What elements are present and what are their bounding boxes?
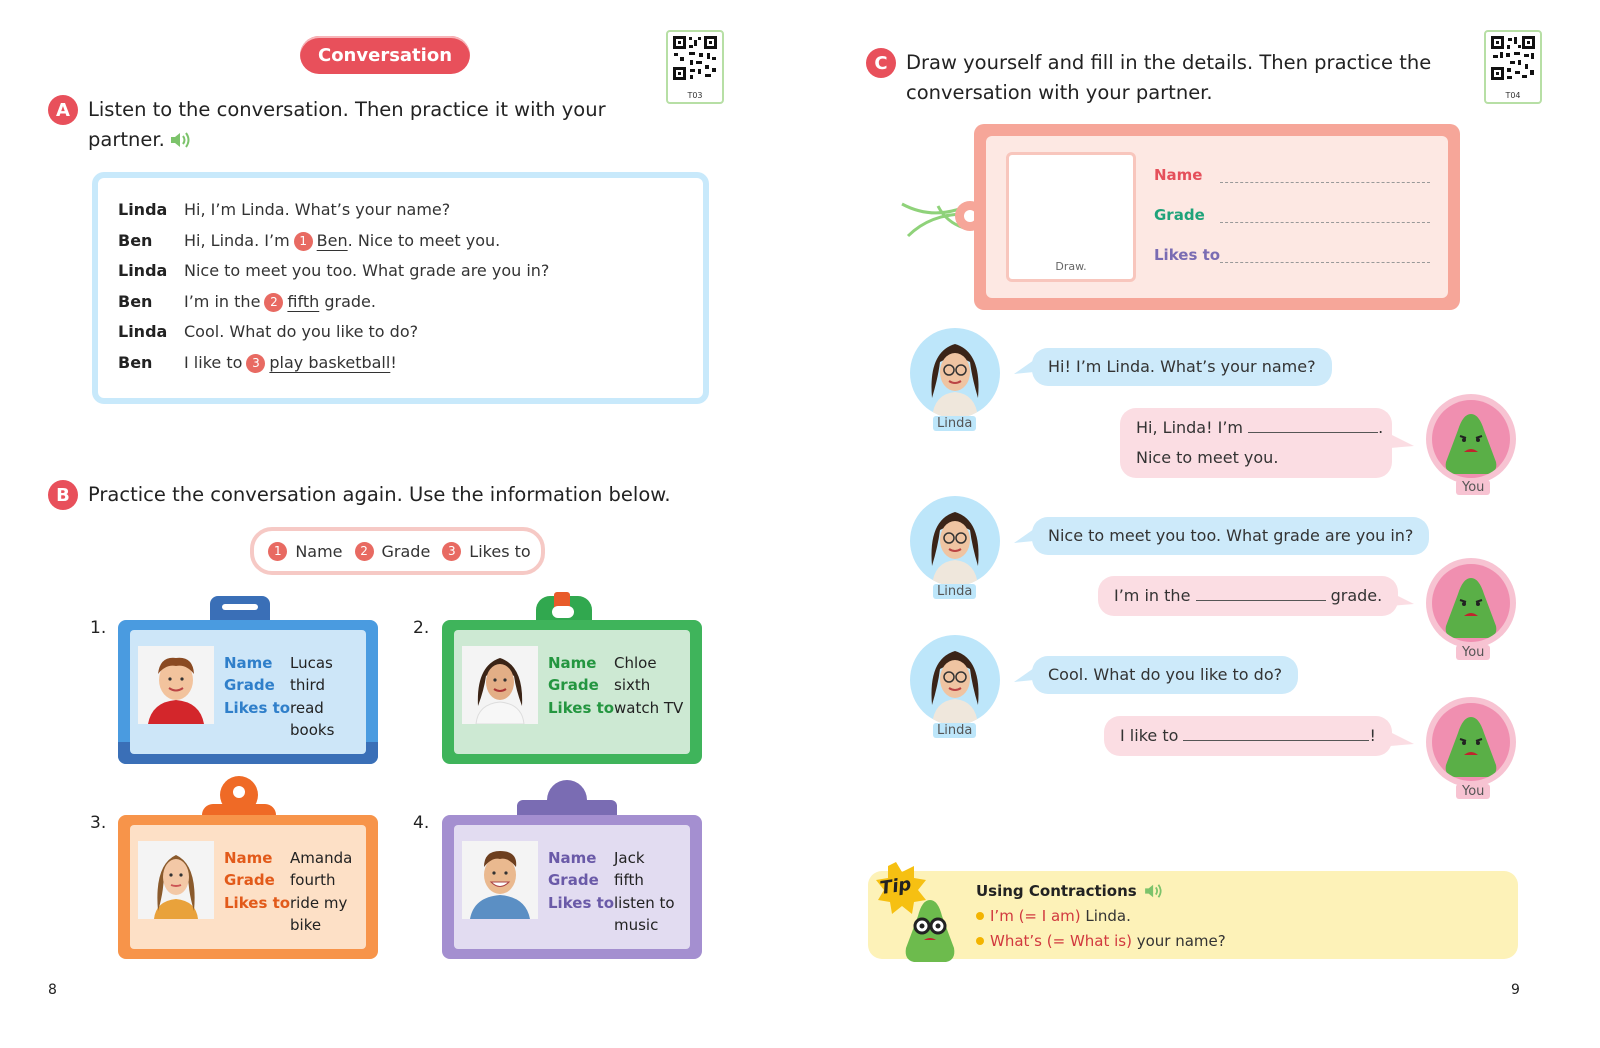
speaker-name: Ben <box>118 353 153 372</box>
bubble-tail <box>1014 360 1034 376</box>
field-value: Jack <box>614 849 645 867</box>
you-avatar <box>1426 697 1516 787</box>
section-a-heading-line1: Listen to the conversation. Then practice it with your <box>88 98 606 121</box>
linda-bubble: Hi! I’m Linda. What’s your name? <box>1032 348 1332 386</box>
legend-pill <box>250 527 545 575</box>
field-label-name: Name <box>548 654 597 672</box>
answer-blank[interactable] <box>1248 416 1378 433</box>
bullet-dot <box>976 912 984 920</box>
section-c-heading <box>906 48 1431 108</box>
form-label-likes: Likes to <box>1154 246 1221 264</box>
card-number: 2. <box>413 618 430 638</box>
number-badge: 3 <box>442 542 461 561</box>
draw-label: Draw. <box>1055 260 1087 273</box>
section-c-badge: C <box>866 48 896 78</box>
field-label-grade: Grade <box>224 871 275 889</box>
dialogue-line <box>118 290 376 314</box>
qr-code-label: T03 <box>687 91 703 100</box>
you-bubble <box>1098 576 1398 616</box>
dialogue-text: Hi, Linda. I’m <box>184 231 290 250</box>
student-photo <box>138 646 214 724</box>
linda-label: Linda <box>933 416 976 431</box>
linda-label: Linda <box>933 584 976 599</box>
bubble-tail <box>1014 668 1034 684</box>
conversation-title-pill <box>300 36 470 74</box>
dialogue-text: Nice to meet you too. What grade are you in? <box>184 261 550 280</box>
bullet-dot <box>976 937 984 945</box>
tip-line <box>976 907 1131 925</box>
self-id-card <box>974 124 1460 310</box>
field-label-grade: Grade <box>548 871 599 889</box>
linda-bubble: Cool. What do you like to do? <box>1032 656 1298 694</box>
number-badge: 1 <box>268 542 287 561</box>
field-value: fourth <box>290 871 336 889</box>
field-value: third <box>290 676 325 694</box>
dialogue-line <box>118 229 500 253</box>
bubble-text: . <box>1378 418 1384 437</box>
speaker-name: Linda <box>118 200 168 219</box>
drawing-area[interactable] <box>1006 152 1136 282</box>
tip-text: Linda. <box>1080 907 1131 925</box>
you-avatar <box>1426 558 1516 648</box>
field-label-name: Name <box>224 654 273 672</box>
number-badge: 2 <box>355 542 374 561</box>
section-b-heading: Practice the conversation again. Use the information below. <box>88 483 671 506</box>
bubble-tail <box>1390 732 1414 748</box>
speaker-name: Linda <box>118 322 168 341</box>
id-card-1 <box>118 620 378 764</box>
conversation-dialogue-box <box>92 172 709 404</box>
dialogue-line <box>118 259 549 283</box>
section-a-badge: A <box>48 95 78 125</box>
tip-mascot-icon <box>868 860 968 966</box>
field-value: books <box>290 721 335 739</box>
form-label-grade: Grade <box>1154 206 1205 224</box>
bubble-text: I like to <box>1120 726 1179 745</box>
field-value: Chloe <box>614 654 657 672</box>
qr-code-label: T04 <box>1505 91 1521 100</box>
section-a-heading-line2: partner. <box>88 128 165 151</box>
you-bubble <box>1120 408 1392 478</box>
field-label-name: Name <box>224 849 273 867</box>
speaker-name: Ben <box>118 231 153 250</box>
dialogue-text: Hi, I’m Linda. What’s your name? <box>184 200 451 219</box>
dialogue-text: I’m in the <box>184 292 261 311</box>
field-value: read <box>290 699 324 717</box>
field-value: music <box>614 916 659 934</box>
linda-label: Linda <box>933 723 976 738</box>
field-value: ride my <box>290 894 348 912</box>
speaker-icon[interactable] <box>1143 883 1165 899</box>
field-value: fifth <box>614 871 644 889</box>
tip-text: your name? <box>1131 932 1226 950</box>
field-label-name: Name <box>548 849 597 867</box>
field-value: bike <box>290 916 322 934</box>
dialogue-blank: Ben <box>316 231 348 250</box>
linda-avatar <box>910 496 1000 586</box>
id-card-3 <box>118 815 378 959</box>
you-avatar <box>1426 394 1516 484</box>
linda-bubble: Nice to meet you too. What grade are you in? <box>1032 517 1429 555</box>
field-label-likes: Likes to <box>224 894 291 912</box>
qr-code-right[interactable] <box>1484 30 1542 104</box>
dialogue-line <box>118 320 418 344</box>
bubble-text: I’m in the <box>1114 586 1191 605</box>
dialogue-text: grade. <box>319 292 376 311</box>
linda-avatar <box>910 328 1000 418</box>
legend-label: Name <box>295 541 343 561</box>
bubble-text: grade. <box>1330 586 1383 605</box>
you-bubble <box>1104 716 1392 756</box>
you-label: You <box>1456 480 1490 495</box>
section-c-heading-line1: Draw yourself and fill in the details. Then practice the <box>906 51 1432 74</box>
likes-answer-line[interactable] <box>1220 262 1430 263</box>
bubble-text: Nice to meet you. <box>1136 448 1279 467</box>
id-card-4 <box>442 815 702 959</box>
card-number: 3. <box>90 813 107 833</box>
answer-blank[interactable] <box>1183 724 1369 741</box>
answer-blank[interactable] <box>1196 584 1326 601</box>
bubble-text: ! <box>1369 726 1376 745</box>
bubble-tail <box>1390 592 1414 608</box>
tip-title <box>976 882 1165 900</box>
student-photo <box>138 841 214 919</box>
page-number-left: 8 <box>48 982 57 998</box>
id-card-2 <box>442 620 702 764</box>
card-number: 4. <box>413 813 430 833</box>
tip-title-text: Using Contractions <box>976 882 1137 900</box>
field-label-grade: Grade <box>548 676 599 694</box>
conversation-title: Conversation <box>317 44 453 66</box>
field-value: sixth <box>614 676 651 694</box>
legend-label: Grade <box>381 541 431 561</box>
speaker-icon[interactable] <box>169 131 193 149</box>
number-badge: 2 <box>264 293 283 312</box>
field-label-likes: Likes to <box>548 894 615 912</box>
qr-icon <box>1490 35 1536 81</box>
card-number: 1. <box>90 618 107 638</box>
field-value: Amanda <box>290 849 353 867</box>
section-a-heading <box>88 95 606 155</box>
you-label: You <box>1456 645 1490 660</box>
linda-avatar <box>910 635 1000 725</box>
tip-line <box>976 932 1226 950</box>
legend-label: Likes to <box>469 541 531 561</box>
dialogue-text: Cool. What do you like to do? <box>184 322 419 341</box>
field-label-likes: Likes to <box>224 699 291 717</box>
tip-highlight: I’m (= I am) <box>990 907 1081 925</box>
dialogue-blank: play basketball <box>269 353 391 372</box>
bubble-tail <box>1390 434 1414 450</box>
dialogue-line <box>118 351 397 375</box>
section-c-heading-line2: conversation with your partner. <box>906 81 1213 104</box>
field-value: Lucas <box>290 654 333 672</box>
name-answer-line[interactable] <box>1220 182 1430 183</box>
dialogue-line <box>118 198 450 222</box>
bubble-tail <box>1014 529 1034 545</box>
form-label-name: Name <box>1154 166 1203 184</box>
student-photo <box>462 841 538 919</box>
dialogue-blank: fifth <box>287 292 320 311</box>
dialogue-text: ! <box>390 353 397 372</box>
grade-answer-line[interactable] <box>1220 222 1430 223</box>
page-number-right: 9 <box>1511 982 1520 998</box>
qr-icon <box>672 35 718 81</box>
tip-badge: Tip <box>878 873 913 900</box>
bubble-text: Hi, Linda! I’m <box>1136 418 1243 437</box>
speaker-name: Ben <box>118 292 153 311</box>
section-b-badge: B <box>48 480 78 510</box>
field-value: watch TV <box>614 699 684 717</box>
speaker-name: Linda <box>118 261 168 280</box>
student-photo <box>462 646 538 724</box>
dialogue-text: . Nice to meet you. <box>347 231 501 250</box>
number-badge: 1 <box>294 232 313 251</box>
tip-highlight: What’s (= What is) <box>990 932 1132 950</box>
qr-code-left[interactable] <box>666 30 724 104</box>
dialogue-text: I like to <box>184 353 243 372</box>
field-label-grade: Grade <box>224 676 275 694</box>
you-label: You <box>1456 784 1490 799</box>
number-badge: 3 <box>246 354 265 373</box>
field-value: listen to <box>614 894 675 912</box>
field-label-likes: Likes to <box>548 699 615 717</box>
